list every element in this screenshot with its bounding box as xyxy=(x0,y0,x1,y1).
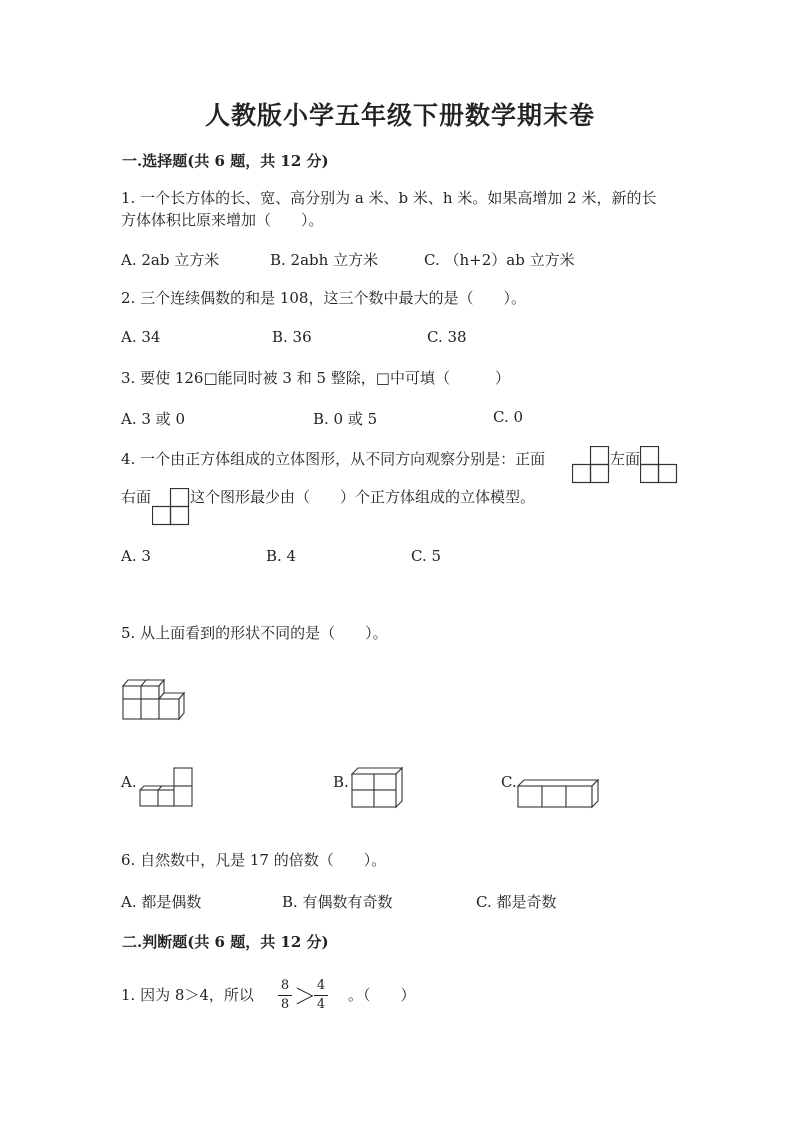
left-view-figure xyxy=(640,446,678,484)
fraction-4-over-4 xyxy=(312,978,330,1013)
q1-option-b[interactable]: B. 2abh 立方米 xyxy=(270,251,379,269)
q2-option-c[interactable]: C. 38 xyxy=(427,328,467,346)
fraction-8-over-8 xyxy=(276,978,294,1013)
question-4-part-4: 这个图形最少由（ ）个正方体组成的立体模型。 xyxy=(190,488,536,506)
q5-option-a-figure xyxy=(138,766,196,808)
q2-option-b[interactable]: B. 36 xyxy=(272,328,312,346)
q5-reference-cubes xyxy=(121,678,187,722)
q6-option-a[interactable]: A. 都是偶数 xyxy=(121,893,202,911)
fraction-numerator: 4 xyxy=(316,978,326,993)
q5-option-b-figure xyxy=(350,766,406,810)
question-6: 6. 自然数中，凡是 17 的倍数（ ）。 xyxy=(121,851,387,869)
section-heading-choice: 一.选择题(共 6 题，共 12 分) xyxy=(122,152,329,170)
q1-option-c[interactable]: C. （h+2）ab 立方米 xyxy=(424,251,575,269)
question-4-part-3: 右面 xyxy=(121,488,152,506)
q1-option-a[interactable]: A. 2ab 立方米 xyxy=(121,251,220,269)
fraction-denominator: 4 xyxy=(316,997,326,1012)
q3-option-b[interactable]: B. 0 或 5 xyxy=(313,410,378,428)
q4-option-c[interactable]: C. 5 xyxy=(411,547,442,565)
greater-than-sign: ＞ xyxy=(294,985,317,1010)
question-3: 3. 要使 126□能同时被 3 和 5 整除，□中可填（ ） xyxy=(121,369,510,387)
fraction-numerator: 8 xyxy=(280,978,290,993)
q5-option-b[interactable]: B. xyxy=(333,773,349,791)
q6-option-c[interactable]: C. 都是奇数 xyxy=(476,893,557,911)
q2-option-a[interactable]: A. 34 xyxy=(121,328,161,346)
q5-option-c[interactable]: C. xyxy=(501,773,517,791)
section-heading-true-false: 二.判断题(共 6 题，共 12 分) xyxy=(122,933,329,951)
q4-option-a[interactable]: A. 3 xyxy=(121,547,151,565)
q5-option-c-figure xyxy=(516,778,602,810)
question-4-part-2: 左面 xyxy=(610,450,641,468)
question-1-line-2: 方体体积比原来增加（ ）。 xyxy=(121,211,324,229)
question-5: 5. 从上面看到的形状不同的是（ ）。 xyxy=(121,624,388,642)
fraction-denominator: 8 xyxy=(280,997,290,1012)
page-title: 人教版小学五年级下册数学期末卷 xyxy=(204,101,595,130)
tf-question-1-prefix: 1. 因为 8＞4，所以 xyxy=(121,986,254,1004)
tf-question-1-suffix: 。（ ） xyxy=(348,986,416,1004)
q4-option-b[interactable]: B. 4 xyxy=(266,547,297,565)
q6-option-b[interactable]: B. 有偶数有奇数 xyxy=(282,893,393,911)
q5-option-a[interactable]: A. xyxy=(121,773,137,791)
question-1-line-1: 1. 一个长方体的长、宽、高分别为 a 米、b 米、h 米。如果高增加 2 米，新的长 xyxy=(121,189,657,207)
q3-option-a[interactable]: A. 3 或 0 xyxy=(121,410,185,428)
question-4-part-1: 4. 一个由正方体组成的立体图形，从不同方向观察分别是：正面 xyxy=(121,450,546,468)
right-view-figure xyxy=(152,488,190,526)
question-2: 2. 三个连续偶数的和是 108，这三个数中最大的是（ ）。 xyxy=(121,289,526,307)
front-view-figure xyxy=(572,446,610,484)
q3-option-c[interactable]: C. 0 xyxy=(493,408,524,426)
